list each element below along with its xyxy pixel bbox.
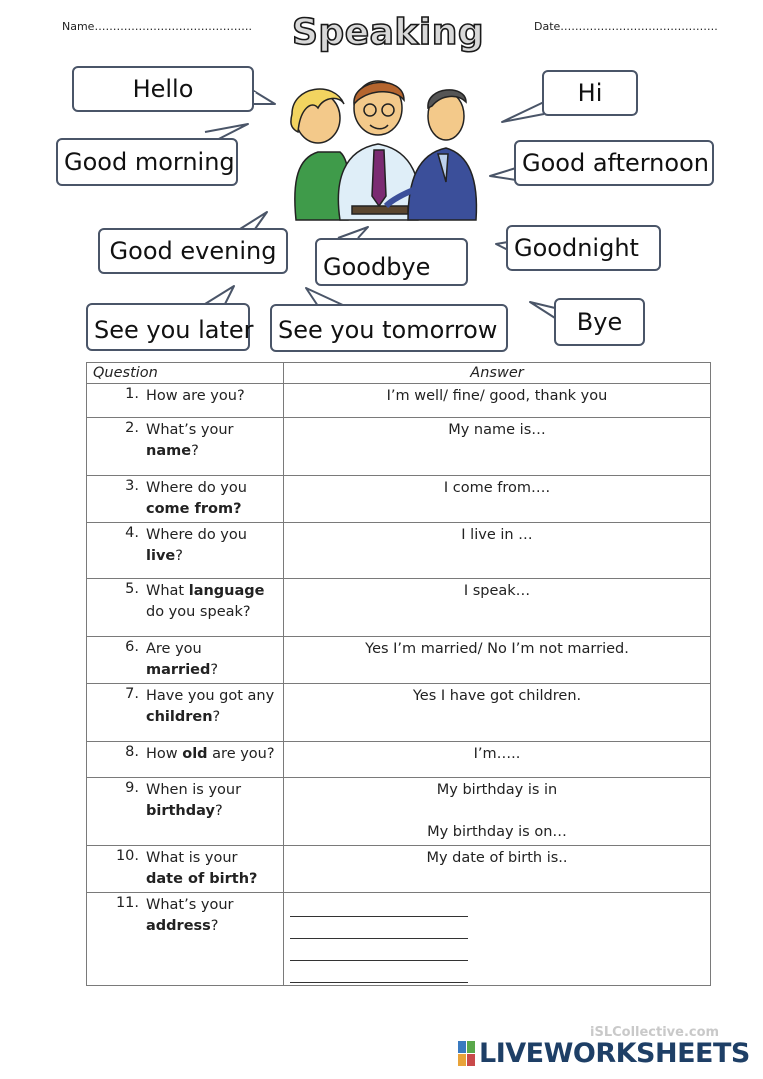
bubble-see-you-tomorrow: See you tomorrow	[270, 304, 508, 352]
question-number: 7.	[125, 686, 139, 702]
blank-answer-line[interactable]	[290, 895, 468, 917]
bubble-see-you-later: See you later	[86, 303, 250, 351]
answer-line: My name is…	[448, 422, 546, 438]
bubble-hello: Hello	[72, 66, 254, 112]
question-cell	[87, 893, 284, 986]
question-text	[146, 686, 277, 728]
question-number: 1.	[125, 386, 139, 402]
question-number: 8.	[125, 744, 139, 760]
bubble-goodbye: Goodbye	[315, 238, 468, 286]
bubble-good-evening: Good evening	[98, 228, 288, 274]
question-header: Question	[87, 363, 284, 384]
question-fragment: Have you got any	[146, 688, 275, 704]
question-number: 9.	[125, 780, 139, 796]
table-row	[87, 742, 711, 778]
question-keyword: old	[182, 746, 208, 762]
question-number: 3.	[125, 478, 139, 494]
answer-line: My birthday is in	[436, 782, 558, 798]
question-keyword: children	[146, 709, 213, 725]
question-cell	[87, 742, 284, 778]
question-text	[146, 420, 277, 462]
answer-cell	[284, 418, 711, 476]
table-row	[87, 684, 711, 742]
bubble-good-afternoon: Good afternoon	[514, 140, 714, 186]
question-cell	[87, 384, 284, 418]
blank-answer-line[interactable]	[290, 917, 468, 939]
table-row	[87, 384, 711, 418]
question-fragment: What’s your	[146, 897, 234, 913]
question-fragment: are you?	[207, 746, 275, 762]
question-fragment: ?	[210, 918, 219, 934]
answer-line: I live in …	[461, 527, 533, 543]
answer-line: I’m well/ fine/ good, thank you	[386, 388, 608, 404]
table-row	[87, 476, 711, 523]
question-keyword: name	[146, 443, 192, 459]
question-cell	[87, 778, 284, 846]
islcollective-watermark: iSLCollective.com	[590, 1025, 720, 1040]
question-cell	[87, 637, 284, 684]
question-number: 5.	[125, 581, 139, 597]
question-text	[146, 386, 277, 407]
bubble-hi: Hi	[542, 70, 638, 116]
question-fragment: ?	[214, 803, 223, 819]
question-number: 11.	[115, 895, 139, 911]
question-fragment: Where do you	[146, 480, 247, 496]
answer-cell	[284, 893, 711, 986]
page-title: Speaking	[292, 12, 485, 53]
answer-line: My birthday is on…	[427, 824, 567, 840]
question-keyword: come from?	[146, 501, 242, 517]
liveworksheets-logo-icon	[458, 1041, 475, 1066]
answer-cell	[284, 846, 711, 893]
question-keyword: date of birth?	[146, 871, 258, 887]
question-text	[146, 478, 277, 520]
bubble-good-morning: Good morning	[56, 138, 238, 186]
question-fragment: ?	[212, 709, 221, 725]
answer-line: I come from….	[443, 480, 551, 496]
answer-cell	[284, 637, 711, 684]
bubble-goodnight: Goodnight	[506, 225, 661, 271]
question-fragment: Where do you	[146, 527, 247, 543]
question-cell	[87, 476, 284, 523]
bubble-bye: Bye	[554, 298, 645, 346]
question-keyword: language	[188, 583, 265, 599]
answer-cell	[284, 778, 711, 846]
question-fragment: Are you	[146, 641, 202, 657]
question-cell	[87, 684, 284, 742]
question-number: 6.	[125, 639, 139, 655]
table-row	[87, 637, 711, 684]
liveworksheets-wordmark: LIVEWORKSHEETS	[479, 1038, 750, 1069]
table-row	[87, 893, 711, 986]
question-text	[146, 780, 277, 822]
name-field-label: Name…………………………………….	[62, 20, 252, 33]
date-field-label: Date…………………………………….	[534, 20, 718, 33]
answer-header: Answer	[284, 363, 711, 384]
question-text	[146, 639, 277, 681]
question-fragment: How are you?	[146, 388, 245, 404]
question-text	[146, 848, 277, 890]
answer-cell	[284, 523, 711, 579]
table-row	[87, 778, 711, 846]
question-cell	[87, 579, 284, 637]
question-keyword: live	[146, 548, 176, 564]
table-row	[87, 523, 711, 579]
answer-cell	[284, 476, 711, 523]
table-row	[87, 418, 711, 476]
question-fragment: ?	[175, 548, 183, 564]
table-row	[87, 846, 711, 893]
answer-line: I’m…..	[473, 746, 521, 762]
question-text	[146, 895, 277, 937]
question-fragment: When is your	[146, 782, 242, 798]
answer-cell	[284, 384, 711, 418]
answer-line	[290, 801, 704, 822]
blank-answer-line[interactable]	[290, 939, 468, 961]
question-number: 4.	[125, 525, 139, 541]
question-text	[146, 744, 277, 765]
blank-answer-line[interactable]	[290, 961, 468, 983]
question-keyword: birthday	[146, 803, 215, 819]
answer-cell	[284, 742, 711, 778]
question-number: 2.	[125, 420, 139, 436]
table-row	[87, 579, 711, 637]
people-illustration	[278, 70, 488, 230]
question-cell	[87, 523, 284, 579]
answer-line: Yes I have got children.	[412, 688, 582, 704]
answer-line: I speak…	[463, 583, 531, 599]
question-keyword: married	[146, 662, 211, 678]
question-fragment: How	[146, 746, 183, 762]
question-fragment: What is your	[146, 850, 238, 866]
table-header-row	[87, 363, 711, 384]
answer-line: Yes I’m married/ No I’m not married.	[365, 641, 629, 657]
question-number: 10.	[115, 848, 139, 864]
question-fragment: do you speak?	[146, 604, 251, 620]
question-cell	[87, 418, 284, 476]
question-text	[146, 525, 277, 567]
question-fragment: ?	[210, 662, 219, 678]
answer-cell	[284, 684, 711, 742]
answer-cell	[284, 579, 711, 637]
liveworksheets-logo	[458, 1038, 750, 1069]
question-fragment: What	[146, 583, 189, 599]
question-cell	[87, 846, 284, 893]
answer-line: My date of birth is..	[426, 850, 568, 866]
question-fragment: What’s your	[146, 422, 234, 438]
qa-table	[86, 362, 711, 986]
question-keyword: address	[146, 918, 211, 934]
question-fragment: ?	[191, 443, 199, 459]
question-text	[146, 581, 277, 623]
